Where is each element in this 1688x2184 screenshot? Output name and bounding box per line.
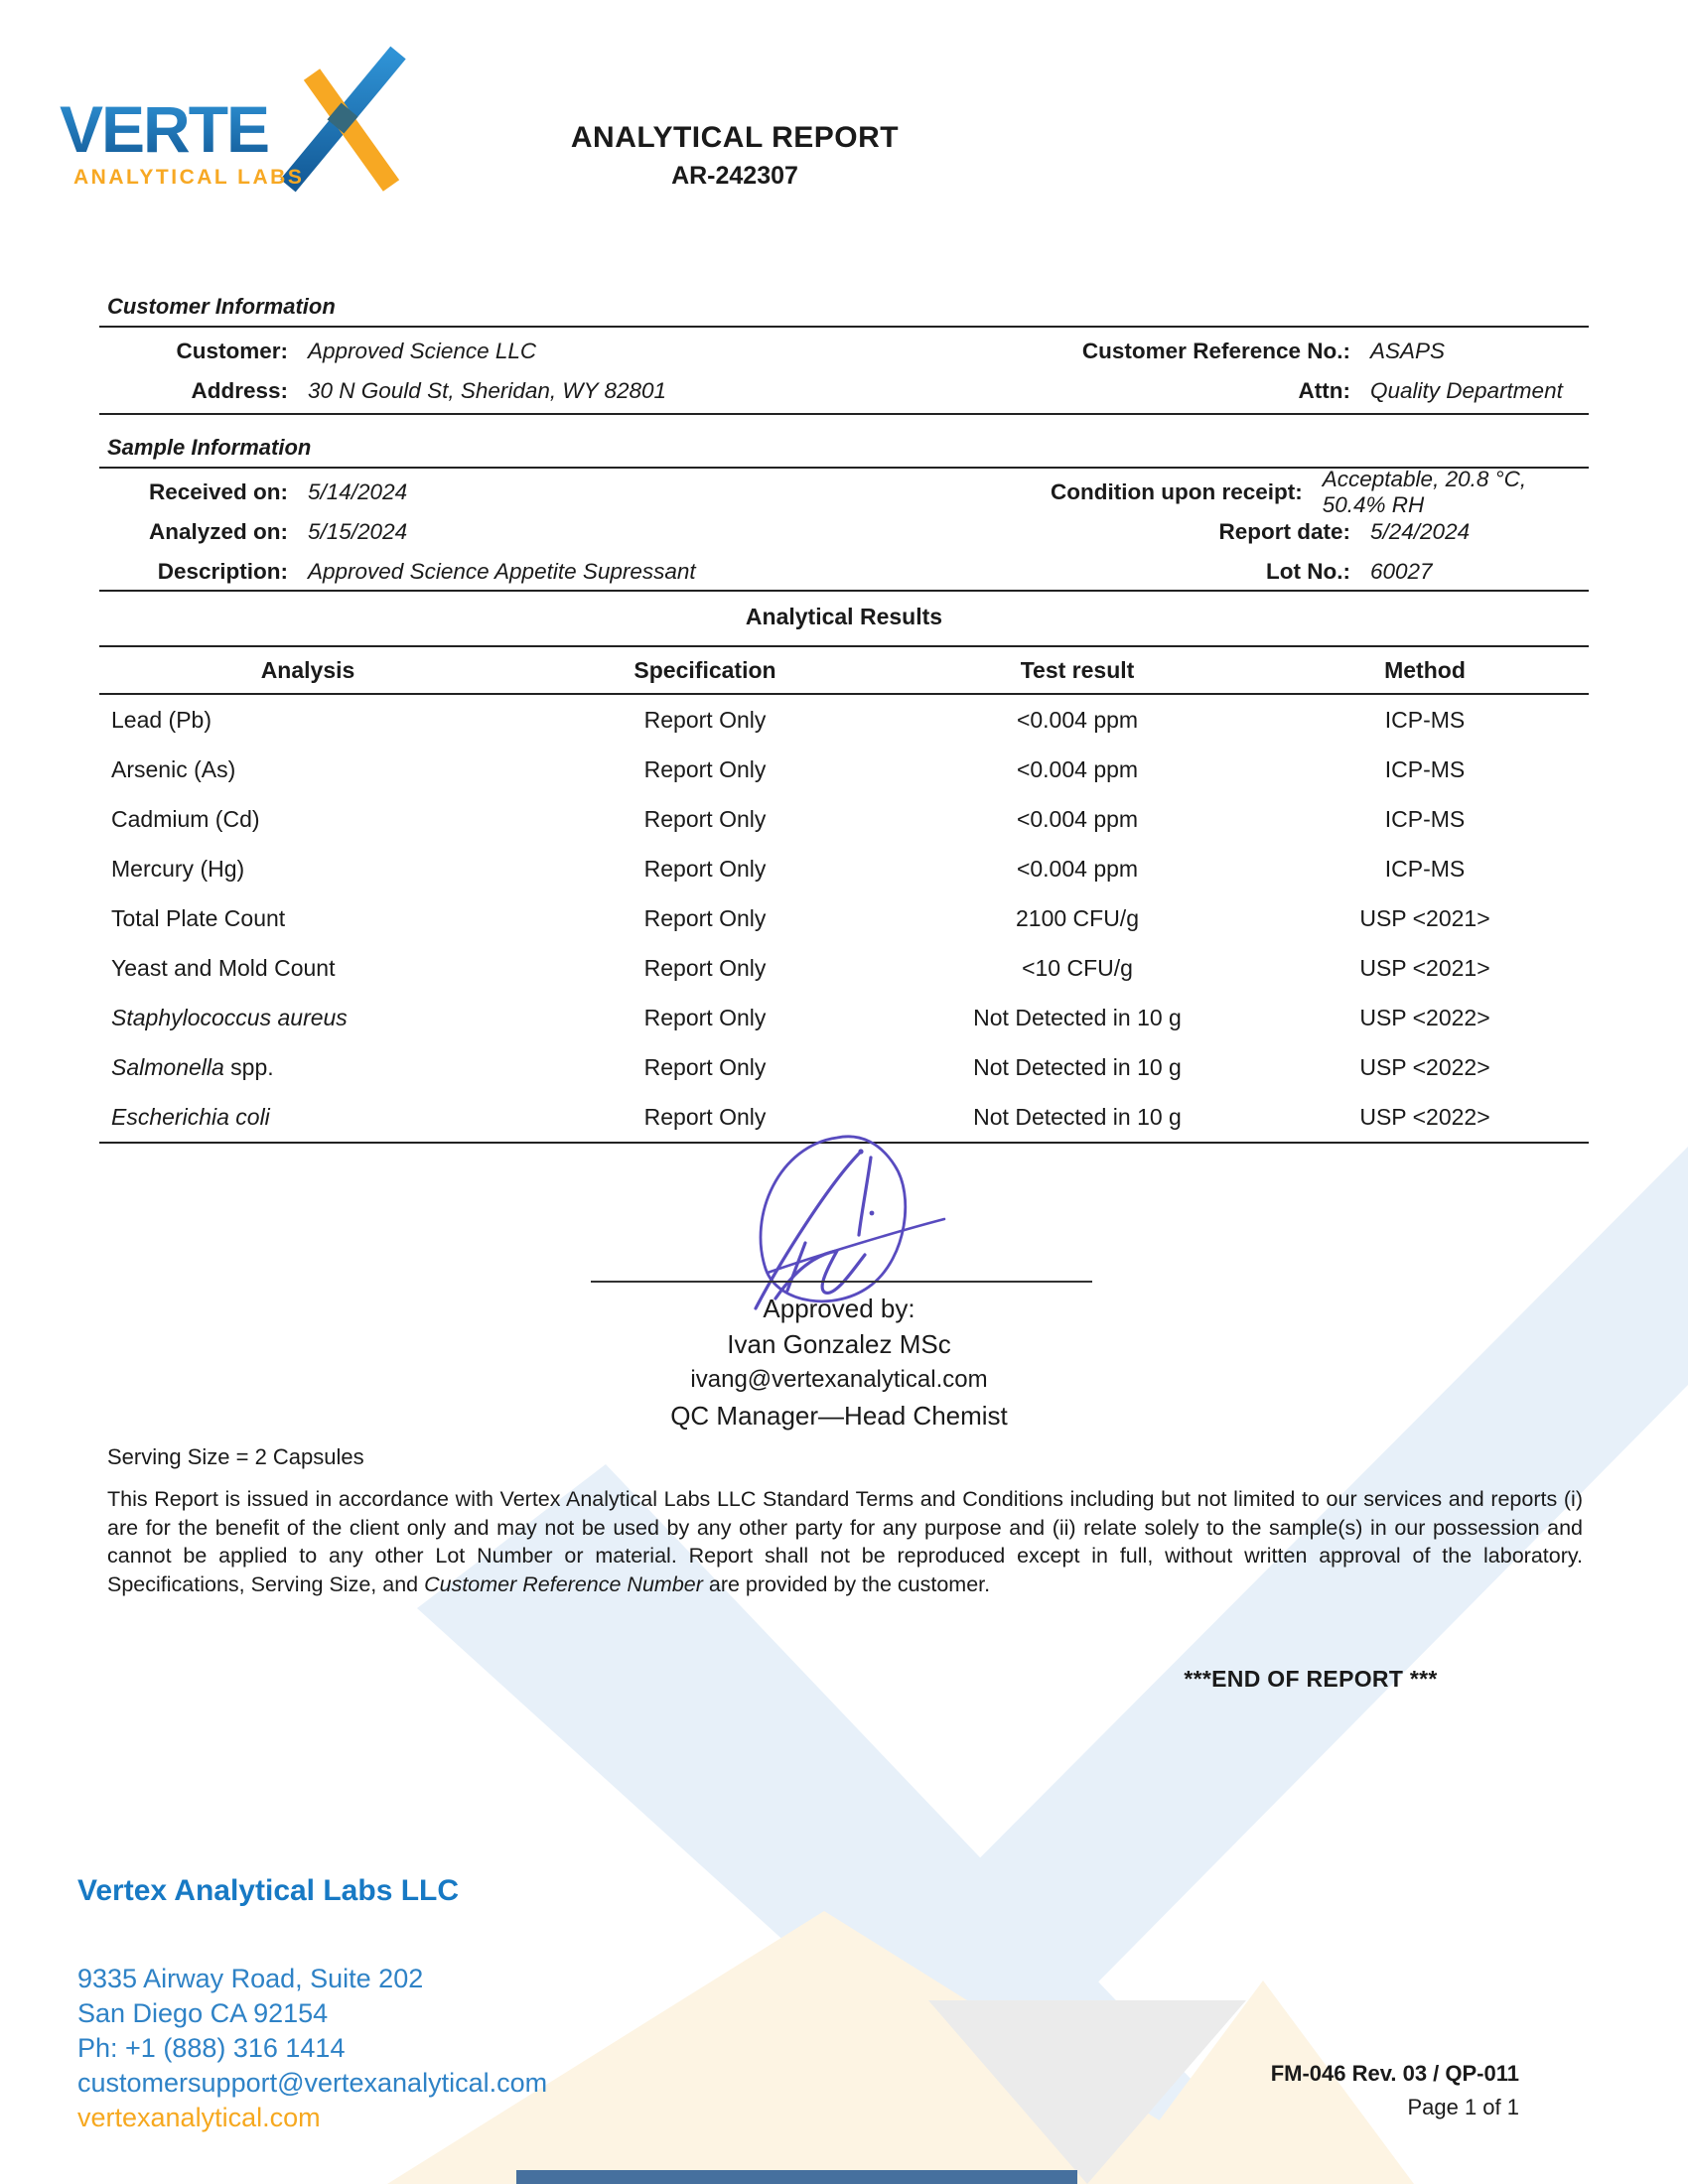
customer-ref-label: Customer Reference No.:: [1081, 339, 1350, 363]
signature-line: [591, 1281, 1092, 1283]
footer-address-line2: San Diego CA 92154: [77, 1998, 329, 2028]
terms-text-end: are provided by the customer.: [702, 1571, 991, 1596]
approval-block: [442, 1291, 1236, 1433]
test-result-cell: <10 CFU/g: [1022, 954, 1133, 981]
report-number: AR-242307: [671, 162, 798, 190]
results-heading: Analytical Results: [745, 604, 943, 629]
test-result-cell: <0.004 ppm: [1016, 805, 1139, 832]
analysis-cell: Total Plate Count: [111, 904, 286, 931]
approver-name: Ivan Gonzalez MSc: [727, 1329, 951, 1359]
table-row: [99, 745, 1589, 794]
analyzed-on-value: 5/15/2024: [308, 519, 408, 544]
analysis-cell: Salmonella spp.: [111, 1053, 274, 1080]
footer-form-block: [1092, 2057, 1519, 2124]
method-cell: ICP-MS: [1384, 855, 1466, 882]
divider: [99, 645, 1589, 647]
test-result-cell: <0.004 ppm: [1016, 706, 1139, 733]
received-on-value: 5/14/2024: [308, 479, 408, 504]
table-row: [99, 993, 1589, 1042]
footer-website: vertexanalytical.com: [77, 2103, 321, 2132]
address-label: Address:: [191, 378, 288, 403]
end-of-report-marker: ***END OF REPORT ***: [1184, 1666, 1438, 1692]
test-result-cell: 2100 CFU/g: [1015, 904, 1139, 931]
address-row: [99, 371, 1589, 411]
column-header-analysis: Analysis: [260, 656, 355, 683]
analysis-cell: Mercury (Hg): [111, 855, 245, 882]
customer-row: [99, 332, 1589, 371]
received-row: [99, 467, 1589, 517]
method-cell: ICP-MS: [1384, 805, 1466, 832]
test-result-cell: Not Detected in 10 g: [973, 1103, 1182, 1130]
lot-no-label: Lot No.:: [1266, 559, 1350, 584]
analysis-cell: Staphylococcus aureus: [111, 1004, 348, 1030]
method-cell: USP <2021>: [1359, 904, 1490, 931]
footer-address-line1: 9335 Airway Road, Suite 202: [77, 1964, 424, 1993]
description-row: [99, 552, 1589, 592]
analysis-cell: Lead (Pb): [111, 706, 212, 733]
results-table-body: [99, 695, 1589, 1142]
received-on-label: Received on:: [148, 479, 288, 504]
footer-company-name: Vertex Analytical Labs LLC: [77, 1874, 460, 1907]
customer-label: Customer:: [176, 339, 288, 363]
attn-label: Attn:: [1298, 378, 1350, 403]
sample-info-heading: Sample Information: [107, 435, 312, 460]
specification-cell: Report Only: [643, 954, 767, 981]
table-row: [99, 695, 1589, 745]
test-result-cell: Not Detected in 10 g: [973, 1004, 1182, 1030]
footer-form-reference: FM-046 Rev. 03 / QP-011: [1270, 2061, 1519, 2086]
divider: [99, 326, 1589, 328]
analyzed-row: [99, 512, 1589, 552]
logo-wordmark: VERTE: [60, 92, 269, 166]
footer-page-number: Page 1 of 1: [1407, 2095, 1519, 2119]
method-cell: USP <2022>: [1359, 1004, 1490, 1030]
test-result-cell: <0.004 ppm: [1016, 855, 1139, 882]
column-header-specification: Specification: [633, 656, 776, 683]
results-header-row: [99, 653, 1589, 687]
lot-no-value: 60027: [1370, 559, 1433, 584]
footer-email: customersupport@vertexanalytical.com: [77, 2068, 548, 2098]
test-result-cell: Not Detected in 10 g: [973, 1053, 1182, 1080]
specification-cell: Report Only: [643, 904, 767, 931]
customer-value: Approved Science LLC: [308, 339, 537, 363]
specification-cell: Report Only: [643, 855, 767, 882]
column-header-method: Method: [1384, 656, 1466, 683]
method-cell: USP <2022>: [1359, 1053, 1490, 1080]
serving-size-note: Serving Size = 2 Capsules: [107, 1444, 364, 1469]
footer-accent-bar: [516, 2170, 1077, 2184]
analysis-cell: Cadmium (Cd): [111, 805, 260, 832]
method-cell: ICP-MS: [1384, 706, 1466, 733]
table-row: [99, 1042, 1589, 1092]
table-row: [99, 893, 1589, 943]
terms-text: This Report is issued in accordance with Vertex Analytical Labs LLC Standard Terms and Conditions including but not limited to our services and reports (i) are for the benefit of the client only and may not be used by any other party for any purpose and (ii) relate solely to the sample(s) in our possession and cannot be applied to any other Lot Number or material. Report shall not be reproduced except in full, without written approval of the laboratory. Specifications, Serving Size, and: [107, 1487, 1583, 1596]
logo-tagline: ANALYTICAL LABS: [73, 166, 305, 189]
approver-title: QC Manager—Head Chemist: [670, 1401, 1008, 1431]
table-row: [99, 943, 1589, 993]
specification-cell: Report Only: [643, 1004, 767, 1030]
customer-info-heading: Customer Information: [107, 294, 336, 319]
specification-cell: Report Only: [643, 1103, 767, 1130]
specification-cell: Report Only: [643, 805, 767, 832]
report-date-label: Report date:: [1218, 519, 1350, 544]
divider: [99, 590, 1589, 592]
approver-email: ivang@vertexanalytical.com: [690, 1366, 988, 1393]
description-value: Approved Science Appetite Supressant: [308, 559, 696, 584]
footer-address-block: [77, 1962, 547, 2135]
address-value: 30 N Gould St, Sheridan, WY 82801: [308, 378, 667, 403]
method-cell: ICP-MS: [1384, 755, 1466, 782]
table-row: [99, 844, 1589, 893]
specification-cell: Report Only: [643, 706, 767, 733]
table-row: [99, 794, 1589, 844]
analyzed-on-label: Analyzed on:: [148, 519, 288, 544]
report-date-value: 5/24/2024: [1370, 519, 1471, 544]
specification-cell: Report Only: [643, 1053, 767, 1080]
analysis-cell: Arsenic (As): [111, 755, 236, 782]
footer-phone: Ph: +1 (888) 316 1414: [77, 2033, 346, 2063]
test-result-cell: <0.004 ppm: [1016, 755, 1139, 782]
condition-value: Acceptable, 20.8 °C, 50.4% RH: [1322, 467, 1527, 517]
method-cell: USP <2021>: [1359, 954, 1490, 981]
column-header-test-result: Test result: [1020, 656, 1135, 683]
approved-by-label: Approved by:: [763, 1294, 915, 1323]
page-title: ANALYTICAL REPORT: [570, 121, 900, 154]
terms-customer-reference: Customer Reference Number: [424, 1571, 703, 1596]
analysis-cell: Escherichia coli: [111, 1103, 270, 1130]
divider: [99, 413, 1589, 415]
specification-cell: Report Only: [643, 755, 767, 782]
analysis-cell: Yeast and Mold Count: [111, 954, 336, 981]
attn-value: Quality Department: [1370, 378, 1563, 403]
method-cell: USP <2022>: [1359, 1103, 1490, 1130]
terms-paragraph: [107, 1485, 1583, 1598]
description-label: Description:: [157, 559, 288, 584]
customer-ref-value: ASAPS: [1370, 339, 1446, 363]
condition-label: Condition upon receipt:: [1051, 479, 1303, 504]
